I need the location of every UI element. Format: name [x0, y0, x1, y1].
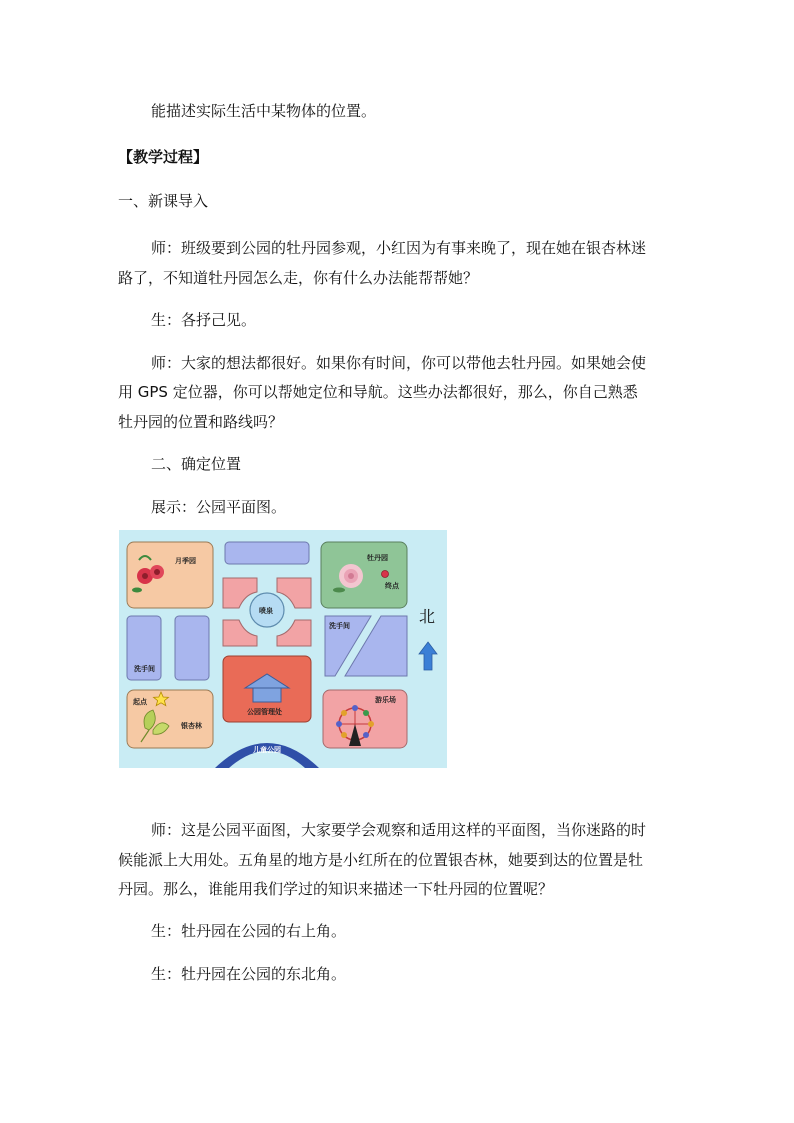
- paragraph-line: 牡丹园的位置和路线吗？: [118, 413, 284, 431]
- paragraph-line: 师：大家的想法都很好。如果你有时间，你可以带他去牡丹园。如果她会使: [151, 354, 647, 372]
- restroom-right-label: 洗手间: [329, 622, 350, 630]
- paragraph-line: 师：班级要到公园的牡丹园参观，小红因为有事来晚了，现在她在银杏林迷: [151, 239, 647, 257]
- paragraph-line: 生：牡丹园在公园的右上角。: [151, 922, 347, 940]
- start-point-label: 起点: [133, 698, 147, 706]
- park-map-svg: [119, 530, 447, 768]
- park-name-label: 儿童公园: [253, 746, 281, 754]
- peony-garden-label: 牡丹园: [367, 554, 388, 562]
- park-map: [119, 530, 447, 768]
- paragraph-line: 师：这是公园平面图，大家要学会观察和适用这样的平面图，当你迷路的时: [151, 821, 647, 839]
- paragraph-line: 用 GPS 定位器，你可以帮她定位和导航。这些办法都很好，那么，你自己熟悉: [118, 383, 638, 401]
- end-point-label: 终点: [385, 582, 399, 590]
- fountain-label: 喷泉: [259, 607, 273, 615]
- paragraph-line: 候能派上大用处。五角星的地方是小红所在的位置银杏林，她要到达的位置是牡: [118, 851, 644, 869]
- paragraph-line: 生：各抒己见。: [151, 311, 257, 329]
- restroom-left-block-2: [175, 616, 209, 680]
- peony-garden-block: [321, 542, 407, 608]
- subsection-heading: 二、确定位置: [151, 455, 242, 473]
- north-label: 北: [419, 607, 436, 626]
- restroom-left-label: 洗手间: [134, 665, 155, 673]
- paragraph-line: 丹园。那么，谁能用我们学过的知识来描述一下牡丹园的位置呢？: [118, 880, 554, 898]
- ginkgo-forest-label: 银杏林: [181, 722, 202, 730]
- top-center-block: [225, 542, 309, 564]
- rose-garden-label: 月季园: [175, 557, 196, 565]
- paragraph-line: 能描述实际生活中某物体的位置。: [151, 102, 377, 120]
- paragraph-line: 生：牡丹园在公园的东北角。: [151, 965, 347, 983]
- subsection-heading: 一、新课导入: [118, 192, 209, 210]
- paragraph-line: 展示：公园平面图。: [151, 498, 287, 516]
- section-heading: 【教学过程】: [118, 148, 209, 166]
- park-office-label: 公园管理处: [247, 708, 282, 716]
- playground-label: 游乐场: [375, 696, 396, 704]
- paragraph-line: 路了，不知道牡丹园怎么走，你有什么办法能帮帮她？: [118, 269, 479, 287]
- end-point-marker: [382, 571, 389, 578]
